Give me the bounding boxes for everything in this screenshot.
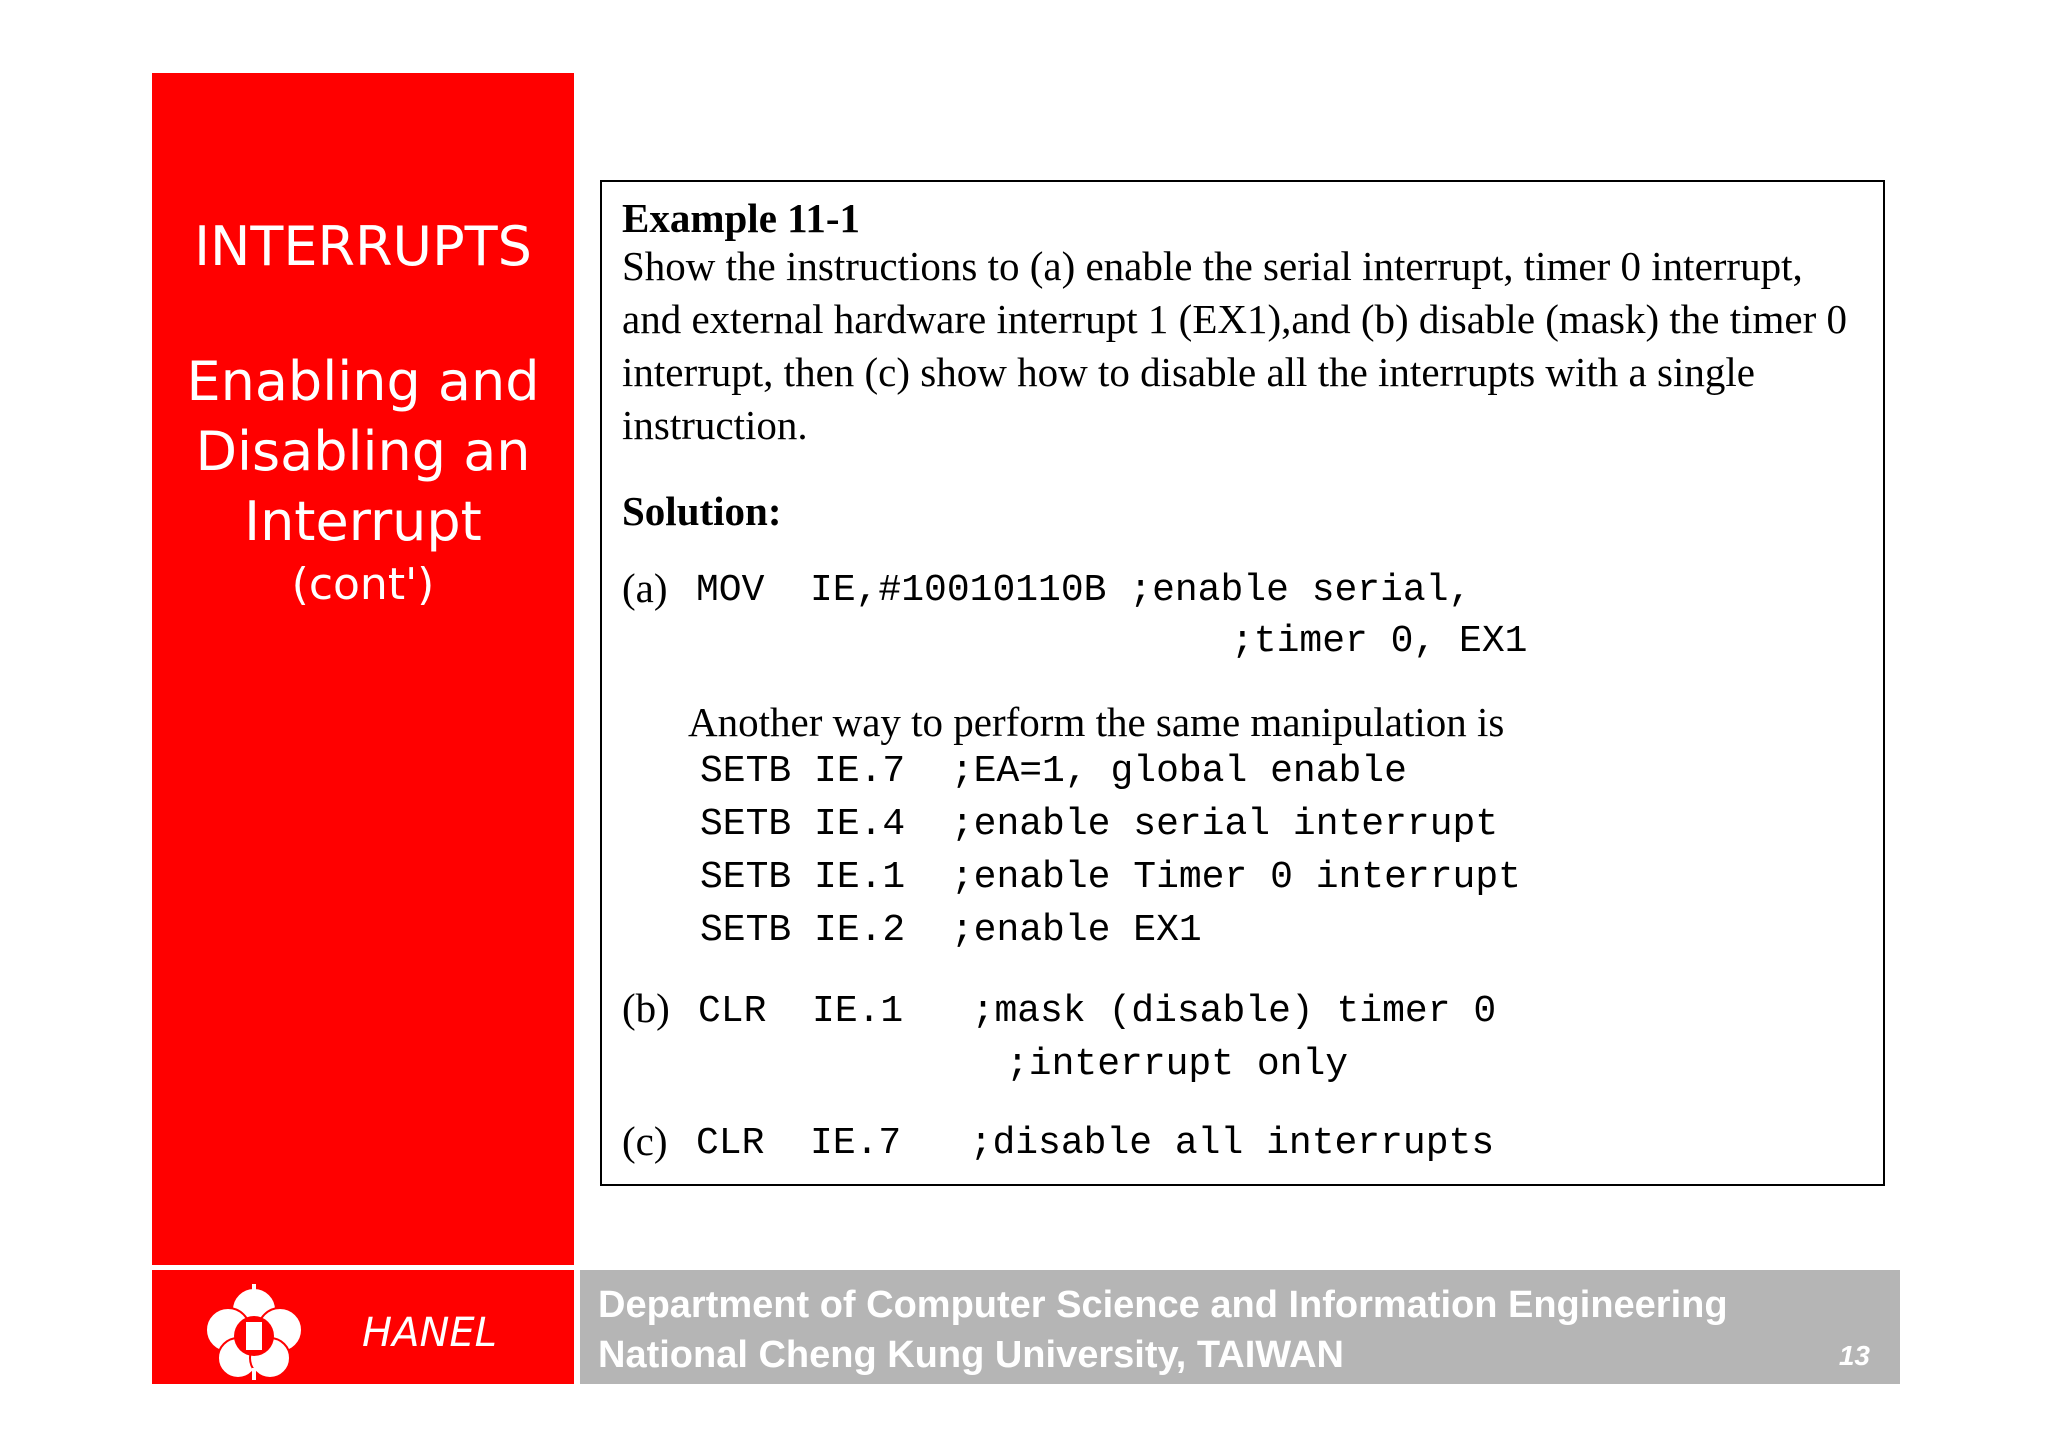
part-a-code: MOV IE,#10010110B ;enable serial,: [696, 569, 1472, 612]
example-box: [600, 180, 1885, 1186]
department-text: [598, 1280, 1728, 1380]
author-name: HANEL: [362, 1310, 497, 1356]
footer-department: [580, 1270, 1900, 1384]
slide-subtitle: [152, 347, 574, 613]
alternative-note: Another way to perform the same manipulation is: [688, 699, 1505, 745]
subtitle-line: Disabling an: [195, 420, 531, 483]
sidebar: [152, 73, 574, 1265]
part-b-comment: ;interrupt only: [1006, 1043, 1349, 1086]
example-title: Example 11-1: [622, 195, 861, 241]
setb-line: SETB IE.4 ;enable serial interrupt: [700, 803, 1499, 846]
continued-label: (cont'): [291, 559, 435, 610]
department-line: Department of Computer Science and Information Engineering: [598, 1284, 1728, 1326]
page-number: 13: [1838, 1340, 1870, 1371]
part-b-code: CLR IE.1 ;mask (disable) timer 0: [698, 990, 1497, 1033]
setb-line: SETB IE.1 ;enable Timer 0 interrupt: [700, 856, 1521, 899]
part-b-label: (b): [622, 985, 670, 1031]
footer-logo-area: [152, 1270, 574, 1384]
university-line: National Cheng Kung University, TAIWAN: [598, 1334, 1344, 1376]
subtitle-line: Enabling and: [186, 350, 540, 413]
setb-line: SETB IE.7 ;EA=1, global enable: [700, 750, 1407, 793]
university-seal-icon: [200, 1282, 308, 1382]
part-c-label: (c): [622, 1118, 668, 1164]
section-title: INTERRUPTS: [194, 215, 532, 278]
part-a-comment: ;timer 0, EX1: [1231, 620, 1528, 663]
problem-statement: Show the instructions to (a) enable the serial interrupt, timer 0 interrupt, and external hardware interrupt 1 (EX1),and (b) disable (mask) the timer 0 interrupt, then (c) show how to disable all the interrupts with a single instruction.: [622, 243, 1847, 448]
solution-label: Solution:: [622, 488, 782, 534]
subtitle-line: Interrupt: [244, 490, 482, 553]
setb-line: SETB IE.2 ;enable EX1: [700, 909, 1202, 952]
part-c-code: CLR IE.7 ;disable all interrupts: [696, 1122, 1495, 1165]
part-a-label: (a): [622, 565, 668, 611]
